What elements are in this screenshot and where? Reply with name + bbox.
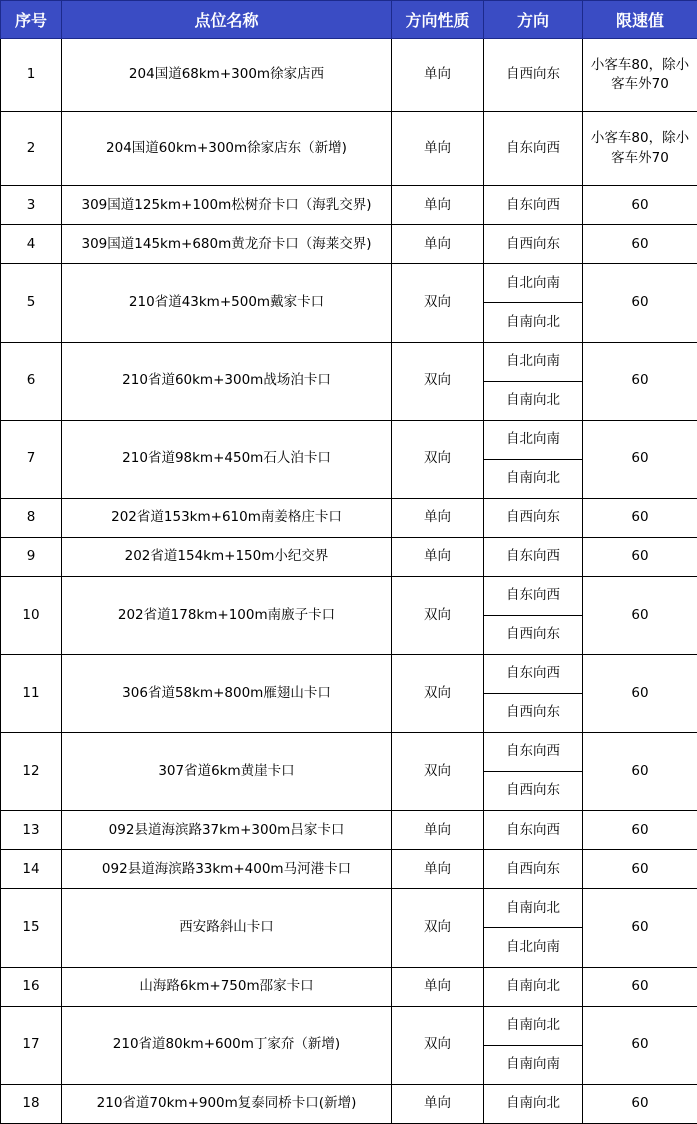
direction-cell: 自东向西 [484, 537, 583, 576]
direction-type: 单向 [392, 811, 484, 850]
row-number: 11 [1, 655, 62, 733]
speed-limit: 60 [583, 889, 697, 967]
location-name: 309国道125km+100m松树夼卡口（海乳交界) [62, 186, 392, 225]
location-name: 204国道60km+300m徐家店东（新增) [62, 112, 392, 186]
location-name: 210省道80km+600m丁家夼（新增) [62, 1006, 392, 1084]
speed-limit: 小客车80，除小客车外70 [583, 39, 697, 112]
row-number: 16 [1, 967, 62, 1006]
direction-type: 双向 [392, 576, 484, 654]
location-name: 306省道58km+800m雁翅山卡口 [62, 655, 392, 733]
direction-cell: 自南向北 [484, 459, 583, 498]
table-row [1, 1006, 697, 1045]
row-number: 5 [1, 264, 62, 342]
table-row [1, 889, 697, 928]
row-number: 4 [1, 225, 62, 264]
row-number: 15 [1, 889, 62, 967]
location-name: 307省道6km黄崖卡口 [62, 733, 392, 811]
table-row [1, 225, 697, 264]
header-limit: 限速值 [583, 1, 697, 39]
table-body [1, 39, 697, 1124]
speed-limit: 60 [583, 967, 697, 1006]
table-row [1, 967, 697, 1006]
location-name: 210省道98km+450m石人泊卡口 [62, 420, 392, 498]
direction-type: 单向 [392, 225, 484, 264]
direction-type: 双向 [392, 264, 484, 342]
direction-cell: 自北向南 [484, 928, 583, 967]
row-number: 2 [1, 112, 62, 186]
table-row [1, 342, 697, 381]
table-row [1, 39, 697, 112]
speed-limit: 60 [583, 655, 697, 733]
row-number: 3 [1, 186, 62, 225]
direction-cell: 自北向南 [484, 342, 583, 381]
table-row [1, 576, 697, 615]
row-number: 7 [1, 420, 62, 498]
table-row [1, 850, 697, 889]
speed-limit: 60 [583, 1084, 697, 1123]
direction-cell: 自南向北 [484, 1006, 583, 1045]
direction-cell: 自南向北 [484, 381, 583, 420]
direction-cell: 自北向南 [484, 420, 583, 459]
location-name: 202省道178km+100m南廒子卡口 [62, 576, 392, 654]
table-row [1, 1084, 697, 1123]
direction-type: 单向 [392, 537, 484, 576]
table-row [1, 655, 697, 694]
header-type: 方向性质 [392, 1, 484, 39]
location-name: 202省道154km+150m小纪交界 [62, 537, 392, 576]
location-name: 092县道海滨路33km+400m马河港卡口 [62, 850, 392, 889]
direction-cell: 自西向东 [484, 39, 583, 112]
direction-type: 双向 [392, 733, 484, 811]
direction-cell: 自东向西 [484, 186, 583, 225]
speed-limit: 60 [583, 850, 697, 889]
speed-limit: 小客车80，除小客车外70 [583, 112, 697, 186]
location-name: 092县道海滨路37km+300m吕家卡口 [62, 811, 392, 850]
location-name: 309国道145km+680m黄龙夼卡口（海莱交界) [62, 225, 392, 264]
table-row [1, 264, 697, 303]
header-direction: 方向 [484, 1, 583, 39]
direction-cell: 自西向东 [484, 850, 583, 889]
header-name: 点位名称 [62, 1, 392, 39]
speed-limit: 60 [583, 420, 697, 498]
table-row [1, 498, 697, 537]
speed-limit: 60 [583, 811, 697, 850]
table-row [1, 537, 697, 576]
direction-type: 单向 [392, 39, 484, 112]
direction-type: 单向 [392, 967, 484, 1006]
table-row [1, 112, 697, 186]
direction-cell: 自东向西 [484, 655, 583, 694]
row-number: 6 [1, 342, 62, 420]
direction-type: 单向 [392, 1084, 484, 1123]
direction-cell: 自南向南 [484, 1045, 583, 1084]
speed-limit: 60 [583, 733, 697, 811]
row-number: 18 [1, 1084, 62, 1123]
direction-cell: 自北向南 [484, 264, 583, 303]
speed-limit: 60 [583, 186, 697, 225]
location-name: 山海路6km+750m邵家卡口 [62, 967, 392, 1006]
direction-cell: 自南向北 [484, 1084, 583, 1123]
direction-cell: 自东向西 [484, 811, 583, 850]
row-number: 17 [1, 1006, 62, 1084]
table-row [1, 733, 697, 772]
direction-cell: 自西向东 [484, 498, 583, 537]
speed-limit: 60 [583, 1006, 697, 1084]
direction-cell: 自南向北 [484, 303, 583, 342]
row-number: 8 [1, 498, 62, 537]
header-no: 序号 [1, 1, 62, 39]
direction-type: 单向 [392, 112, 484, 186]
direction-cell: 自西向东 [484, 772, 583, 811]
location-name: 210省道60km+300m战场泊卡口 [62, 342, 392, 420]
direction-cell: 自东向西 [484, 576, 583, 615]
direction-type: 单向 [392, 850, 484, 889]
direction-cell: 自南向北 [484, 967, 583, 1006]
row-number: 13 [1, 811, 62, 850]
direction-cell: 自西向东 [484, 225, 583, 264]
direction-cell: 自东向西 [484, 733, 583, 772]
speed-limit: 60 [583, 498, 697, 537]
speed-limit: 60 [583, 264, 697, 342]
row-number: 14 [1, 850, 62, 889]
direction-cell: 自西向东 [484, 615, 583, 654]
location-name: 204国道68km+300m徐家店西 [62, 39, 392, 112]
direction-type: 双向 [392, 1006, 484, 1084]
table-row [1, 811, 697, 850]
location-name: 202省道153km+610m南姜格庄卡口 [62, 498, 392, 537]
direction-type: 双向 [392, 420, 484, 498]
location-name: 西安路斜山卡口 [62, 889, 392, 967]
speed-limit: 60 [583, 342, 697, 420]
row-number: 12 [1, 733, 62, 811]
row-number: 1 [1, 39, 62, 112]
location-name: 210省道70km+900m复泰同桥卡口(新增) [62, 1084, 392, 1123]
row-number: 9 [1, 537, 62, 576]
direction-type: 单向 [392, 186, 484, 225]
direction-type: 双向 [392, 889, 484, 967]
header-row [1, 1, 697, 39]
direction-type: 双向 [392, 655, 484, 733]
direction-type: 双向 [392, 342, 484, 420]
row-number: 10 [1, 576, 62, 654]
direction-cell: 自东向西 [484, 112, 583, 186]
direction-cell: 自西向东 [484, 694, 583, 733]
direction-type: 单向 [392, 498, 484, 537]
speed-limit: 60 [583, 225, 697, 264]
speed-limit: 60 [583, 537, 697, 576]
location-name: 210省道43km+500m戴家卡口 [62, 264, 392, 342]
table-row [1, 420, 697, 459]
speed-limit: 60 [583, 576, 697, 654]
direction-cell: 自南向北 [484, 889, 583, 928]
table-row [1, 186, 697, 225]
